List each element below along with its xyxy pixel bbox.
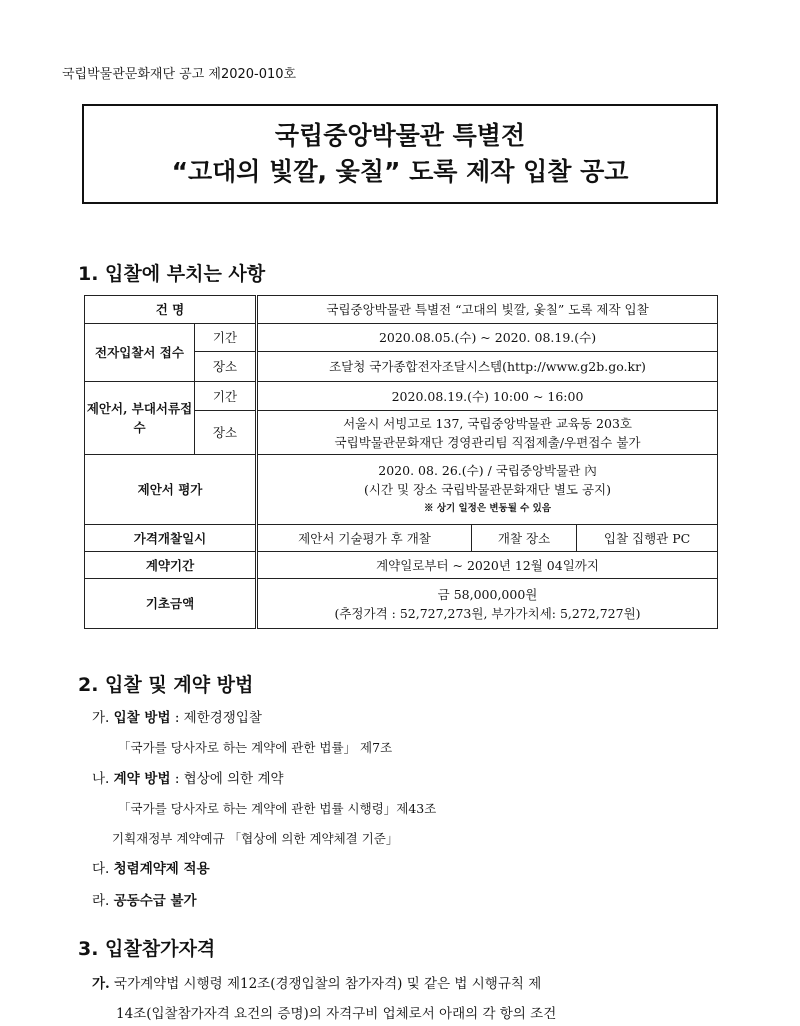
sub-label: 개찰 장소 (472, 525, 577, 552)
sub-label: 장소 (195, 352, 257, 382)
value-line: 금 58,000,000원 (437, 586, 538, 602)
section-1-heading: 1. 입찰에 부치는 사항 (78, 263, 266, 285)
item-label: 계약 방법 (113, 771, 171, 787)
table-row (85, 579, 718, 629)
item-prefix: 가. (92, 710, 110, 726)
item-text: 국가계약법 시행령 제12조(경쟁입찰의 참가자격) 및 같은 법 시행규칙 제 (114, 976, 542, 992)
method-item-na (92, 767, 284, 787)
section-2-heading: 2. 입찰 및 계약 방법 (78, 674, 254, 696)
row-value: 계약일로부터 ~ 2020년 12월 04일까지 (257, 552, 718, 579)
item-text: 청렴계약제 적용 (113, 861, 210, 877)
row-label: 가격개찰일시 (85, 525, 257, 552)
method-law: 「국가를 당사자로 하는 계약에 관한 법률 시행령」제43조 (118, 801, 437, 816)
title-line-2: “고대의 빛깔, 옻칠” 도록 제작 입찰 공고 (171, 157, 629, 186)
table-row (85, 455, 718, 525)
value-line: 2020. 08. 26.(수) / 국립중앙박물관 內 (378, 463, 597, 478)
method-item-da (92, 857, 210, 877)
sub-label: 기간 (195, 382, 257, 411)
method-law: 「국가를 당사자로 하는 계약에 관한 법률」 제7조 (118, 740, 393, 755)
table-row (85, 525, 718, 552)
item-label: 입찰 방법 (113, 710, 171, 726)
title-box (82, 104, 718, 204)
section-3-heading: 3. 입찰참가자격 (78, 938, 216, 960)
row-value: 2020.08.05.(수) ~ 2020. 08.19.(수) (257, 324, 718, 352)
row-value: 입찰 집행관 PC (577, 525, 718, 552)
value-line: (추정가격 : 52,727,273원, 부가가치세: 5,272,727원) (334, 605, 641, 621)
value-line: 국립박물관문화재단 경영관리팀 직접제출/우편접수 불가 (334, 434, 641, 450)
table-row (85, 382, 718, 411)
schedule-note: ※ 상기 일정은 변동될 수 있음 (424, 503, 552, 514)
row-value (257, 455, 718, 525)
notice-number: 국립박물관문화재단 공고 제2020-010호 (62, 67, 297, 82)
row-value: 2020.08.19.(수) 10:00 ~ 16:00 (257, 382, 718, 411)
qualification-text: 14조(입찰참가자격 요건의 증명)의 자격구비 업체로서 아래의 각 항의 조건 (116, 1006, 557, 1022)
row-value (257, 411, 718, 455)
item-value: : 제한경쟁입찰 (174, 710, 262, 726)
row-label: 제안서 평가 (85, 455, 257, 525)
value-line: 서울시 서빙고로 137, 국립중앙박물관 교육동 203호 (343, 415, 632, 431)
table-row (85, 552, 718, 579)
table-row (85, 324, 718, 352)
row-label: 계약기간 (85, 552, 257, 579)
method-item-ga (92, 706, 262, 726)
method-law: 기획재정부 계약예규 「협상에 의한 계약체결 기준」 (112, 831, 399, 846)
title-line-1: 국립중앙박물관 특별전 (274, 121, 526, 150)
item-prefix: 나. (92, 771, 110, 787)
item-value: : 협상에 의한 계약 (174, 771, 284, 787)
item-prefix: 라. (92, 893, 110, 909)
sub-label: 장소 (195, 411, 257, 455)
row-label: 기초금액 (85, 579, 257, 629)
bid-info-table (84, 295, 718, 629)
method-item-ra (92, 889, 197, 909)
table-row (85, 296, 718, 324)
value-line: (시간 및 장소 국립박물관문화재단 별도 공지) (364, 482, 612, 497)
row-label: 건 명 (85, 296, 257, 324)
item-prefix: 다. (92, 861, 110, 877)
sub-label: 기간 (195, 324, 257, 352)
row-value: 국립중앙박물관 특별전 “고대의 빛깔, 옻칠” 도록 제작 입찰 (257, 296, 718, 324)
row-value: 조달청 국가종합전자조달시스템(http://www.g2b.go.kr) (257, 352, 718, 382)
item-text: 공동수급 불가 (113, 893, 197, 909)
row-label: 전자입찰서 접수 (85, 324, 195, 382)
row-label: 제안서, 부대서류접수 (85, 382, 195, 455)
item-prefix: 가. (92, 976, 110, 992)
qualification-item-ga (92, 972, 541, 992)
row-value: 제안서 기술평가 후 개찰 (257, 525, 472, 552)
row-value (257, 579, 718, 629)
